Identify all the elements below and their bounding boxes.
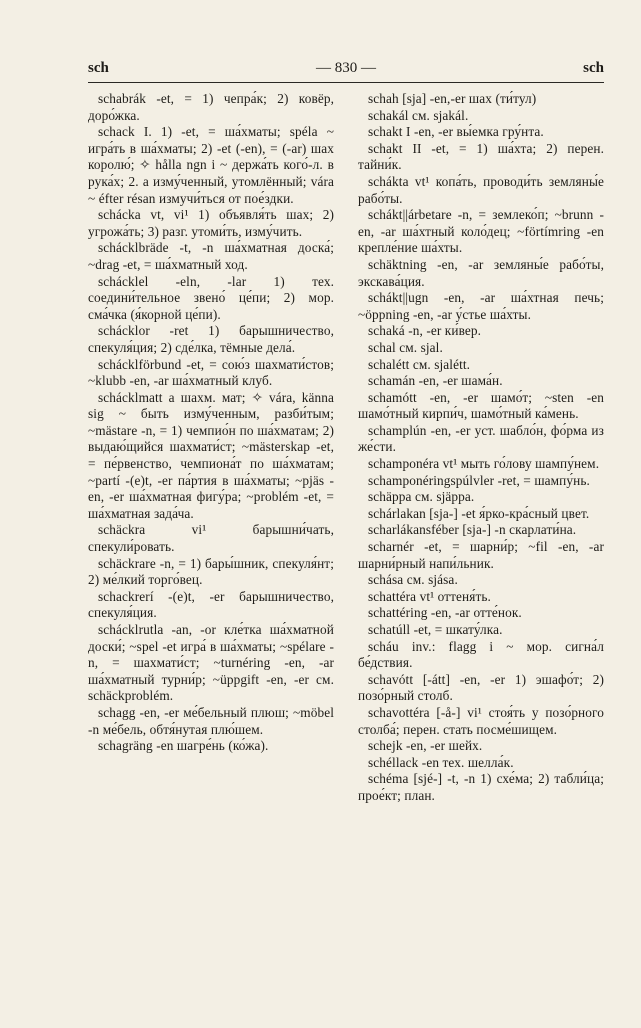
entry-schaktning: schäktning -en, -ar земляны́е рабо́ты, экскава́ция. — [358, 256, 604, 289]
entry-schakal: schakál см. sjakál. — [368, 107, 469, 123]
entry-schackrare: schäckrare -n, = 1) бары́шник, спекуля́нт; 2) ме́лкий торго́вец. — [88, 555, 334, 588]
entry-schackbrade: schácklbräde -t, -n ша́хматная доска́; ~drag -et, = ша́хматный ход. — [88, 240, 334, 272]
left-column — [88, 91, 334, 755]
entry-schah: schah [sja] -en,-er шах (ти́тул) — [368, 91, 537, 106]
header-left-guide-word: sch — [88, 60, 109, 76]
entry-schavottera: schavottéra [-å-] vi¹ стоя́ть у позо́рного столба́; перен. стать посме́шищем. — [358, 704, 604, 737]
entry-schagg: schagg -en, -er ме́бельный плюш; ~möbel -n ме́бель, обтя́нутая плю́шем. — [88, 704, 334, 737]
entry-schacker: schácklor -ret 1) барышничество, спекуля́ция; 2) сде́лка, тёмные дела́. — [88, 323, 334, 355]
entry-schackforbund: schácklförbund -et, = сою́з шахмати́стов; ~klubb -en, -ar ша́хматный клуб. — [88, 356, 334, 389]
entry-schellack: schéllack -en тех. шелла́к. — [368, 754, 514, 770]
entry-schamplun: schamplún -en, -er уст. шабло́н, фо́рма из же́сти. — [358, 422, 604, 455]
entry-schack: schack I. 1) -et, = ша́хматы; spéla ~ игра́ть в ша́хматы; 2) -et (-en), = (-ar) шах королю́; ✧ hålla ngn i ~ держа́ть кого́-л. в рука́х; 2. a изму́ченный, утомлённый; vára ~ éfter résan измучи́ться от пое́здки. — [88, 124, 334, 206]
entry-schamott: schamótt -en, -er шамо́т; ~sten -en шамо́тный кирпи́ч, шамо́тный ка́мень. — [358, 389, 604, 422]
entry-schamponera: schamponéra vt¹ мыть го́лову шампу́нем. — [368, 456, 600, 472]
entry-schaktugn: schákt||ugn -en, -ar ша́хтная печь; ~öppning -en, -ar у́стье ша́хты. — [358, 290, 604, 322]
entry-schakta: schákta vt¹ копа́ть, проводи́ть земляны́е рабо́ты. — [358, 173, 604, 206]
entry-schaktarbetare: schákt||árbetare -n, = землеко́п; ~brunn -en, -ar ша́хтный коло́дец; ~förtímring -en крепле́ние ша́хты. — [358, 207, 604, 256]
right-column — [358, 91, 604, 805]
header-rule — [88, 82, 604, 83]
entry-schau: scháu inv.: flagg i ~ мор. сигна́л бе́дствия. — [358, 638, 604, 671]
entry-schako: schaká -n, -er ки́вер. — [368, 323, 482, 339]
entry-schasa: schása см. sjása. — [368, 572, 458, 588]
page-header — [88, 60, 604, 80]
entry-schalett: schalétt см. sjalétt. — [368, 356, 471, 372]
entry-schackel: schácklel -eln, -lar 1) тех. соедини́тельное звено́ це́пи; 2) мор. сма́чка (я́корной це́пи). — [88, 273, 334, 322]
entry-schakt-2: schakt II -et, = 1) ша́хта; 2) перен. тайни́к. — [358, 140, 604, 173]
entry-schattera: schattéra vt¹ оттеня́ть. — [368, 588, 491, 604]
page-number: — 830 — — [316, 60, 376, 76]
entry-schavott: schavótt [-átt] -en, -er 1) эшафо́т; 2) позо́рный столб. — [358, 671, 604, 704]
entry-schema: schéma [sjé-] -t, -n 1) схе́ма; 2) табли́ца; прое́кт; план. — [358, 771, 604, 803]
entry-schatull: schatúll -et, = шкату́лка. — [368, 622, 503, 637]
entry-schejk: schejk -en, -er шейх. — [368, 738, 483, 754]
entry-schackreri: schackrerí -(e)t, -er барышничество, спекуля́ция. — [88, 588, 334, 621]
entry-scharner: scharnér -et, = шарни́р; ~fil -en, -ar шарни́рный напи́льник. — [358, 539, 604, 571]
entry-schagrang: schagräng -en шагре́нь (ко́жа). — [98, 738, 269, 754]
entry-schackruta: schácklrutla -an, -or кле́тка ша́хматной доски́; ~spel -et игра́ в ша́хматы; ~spélare -n, = шахмати́ст; ~turnéring -en, -ar ша́хматный турни́р; ~üppgift -en, -er см. schäckproblém. — [88, 622, 334, 704]
entry-schackra: schäckra vi¹ барышни́чать, спекули́ровать. — [88, 522, 334, 555]
entry-schaman: schamán -en, -er шама́н. — [368, 373, 503, 389]
entry-schal: schal см. sjal. — [368, 339, 443, 355]
entry-schakt-1: schakt I -en, -er вы́емка гру́нта. — [368, 124, 544, 140]
entry-schappa: schäppa см. sjäppa. — [368, 489, 475, 505]
entry-schamponeringspulver: schamponéringspúlvler -ret, = шампу́нь. — [368, 472, 590, 488]
entry-schattering: schattéring -en, -ar отте́нок. — [368, 605, 522, 621]
entry-schacka: schácka vt, vi¹ 1) объявля́ть шах; 2) угрожа́ть; 3) разг. утоми́ть, изму́чить. — [88, 207, 334, 239]
entry-schackmatt: schácklmatt a шахм. мат; ✧ vára, känna sig ~ быть изму́ченным, разби́тым; ~mästare -n, = 1) чемпио́н по ша́хматам; 2) выдаю́щийся шахмати́ст; ~mästerskap -et, = пе́рвенство, чемпиона́т по ша́хматам; ~partí -(e)t, -er па́ртия в ша́хматы; ~pjäs -en, -er ша́хматная фигу́ра; ~problém -et, = ша́хматная зада́ча. — [88, 389, 334, 521]
entry-schabrak: schabrák -et, = 1) чепра́к; 2) ковёр, доро́жка. — [88, 91, 334, 123]
entry-scharlakan: schárlakan [sja-] -et я́рко-кра́сный цвет. — [368, 505, 590, 521]
entry-scharlakansfeber: scharlákansféber [sja-] -n скарлати́на. — [368, 522, 577, 538]
header-right-guide-word: sch — [583, 60, 604, 76]
